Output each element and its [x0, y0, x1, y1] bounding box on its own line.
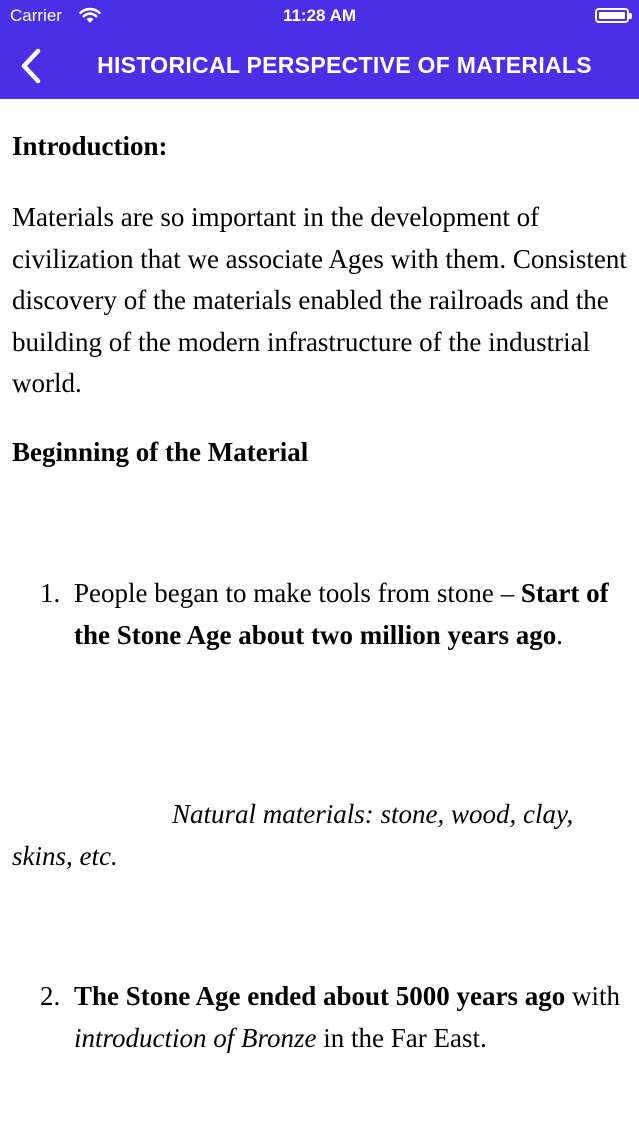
item1-bold: Start of the Stone Age about two million years ago	[74, 578, 609, 650]
navigation-bar	[0, 38, 639, 96]
natural-materials-text: Natural materials: stone, wood, clay, skins, etc.	[12, 799, 574, 871]
natural-materials-note	[12, 794, 627, 877]
list-item-body	[74, 976, 627, 1059]
status-time: 11:28 AM	[282, 6, 357, 25]
carrier-label: Carrier	[10, 6, 62, 25]
battery-tip	[629, 13, 632, 19]
app-header	[0, 0, 639, 99]
item2-with: with	[572, 981, 621, 1011]
battery-icon	[595, 8, 629, 23]
item1-tail: .	[556, 619, 563, 650]
intro-paragraph: Materials are so important in the development of civilization that we associate Ages with them. Consistent discovery of the materials enabled the railroads and the building of the modern infrastructure of the industrial world.	[12, 202, 627, 398]
battery-fill	[599, 12, 625, 19]
list-number: 1.	[40, 578, 61, 608]
item2-bold: The Stone Age ended about 5000 years ago	[74, 981, 566, 1011]
back-button[interactable]	[14, 46, 48, 86]
item2-tail: in the Far East.	[323, 1022, 487, 1053]
list-item	[12, 573, 627, 656]
status-bar	[0, 0, 639, 34]
list-item-body	[74, 573, 627, 656]
list-number: 2.	[40, 981, 61, 1011]
intro-heading: Introduction:	[12, 131, 168, 161]
chevron-left-icon	[20, 48, 42, 84]
list-item	[12, 976, 627, 1059]
beginning-heading: Beginning of the Material	[12, 437, 309, 467]
item2-italic: introduction of Bronze	[74, 1022, 317, 1053]
item1-text: People began to make tools from stone –	[74, 578, 515, 608]
page-title: HISTORICAL PERSPECTIVE OF MATERIALS	[97, 52, 592, 78]
